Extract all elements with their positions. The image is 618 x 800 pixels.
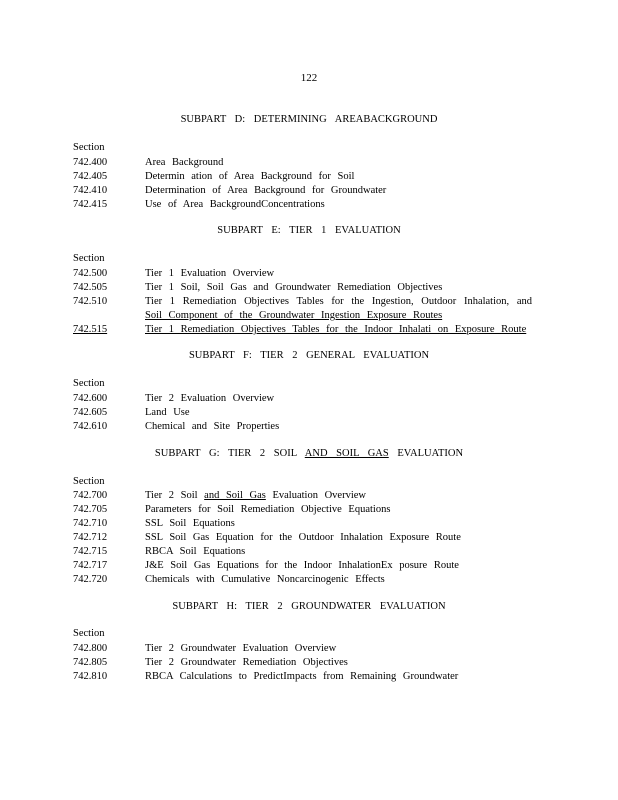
section-label: Section <box>73 253 105 264</box>
section-number: 742.415 <box>73 199 108 210</box>
section-label: Section <box>73 476 105 487</box>
title-part: Tier 2 Soil <box>145 490 205 501</box>
subpart-h-heading: SUBPART H: TIER 2 GROUNDWATER EVALUATION <box>172 601 446 612</box>
section-title: Tier 1 Remediation Objectives Tables for the Ingestion, Outdoor Inhalation, and <box>145 296 532 307</box>
section-label: Section <box>73 628 105 639</box>
section-number: 742.505 <box>73 282 108 293</box>
section-title: J&E Soil Gas Equations for the Indoor InhalationEx posure Route <box>145 560 459 571</box>
section-title: RBCA Soil Equations <box>145 546 246 557</box>
section-title: Tier 2 Groundwater Evaluation Overview <box>145 643 337 654</box>
section-number: 742.717 <box>73 560 108 571</box>
section-title: Tier 1 Soil, Soil Gas and Groundwater Remediation Objectives <box>145 282 443 293</box>
section-title: Tier 1 Remediation Objectives Tables for the Indoor Inhalati on Exposure Route <box>145 324 527 335</box>
section-number: 742.700 <box>73 490 108 501</box>
section-number: 742.800 <box>73 643 108 654</box>
section-number: 742.710 <box>73 518 108 529</box>
section-title: Determination of Area Background for Groundwater <box>145 185 387 196</box>
section-number: 742.605 <box>73 407 108 418</box>
heading-part: EVALUATION <box>388 448 464 459</box>
section-title: Tier 2 Evaluation Overview <box>145 393 275 404</box>
section-number: 742.715 <box>73 546 108 557</box>
section-number: 742.720 <box>73 574 108 585</box>
section-title: Land Use <box>145 407 190 418</box>
section-label: Section <box>73 378 105 389</box>
subpart-f-heading: SUBPART F: TIER 2 GENERAL EVALUATION <box>188 350 430 361</box>
section-number: 742.510 <box>73 296 108 307</box>
page-number: 122 <box>300 72 318 84</box>
section-title: Use of Area BackgroundConcentrations <box>145 199 325 210</box>
section-title: Tier 1 Evaluation Overview <box>145 268 275 279</box>
section-number: 742.405 <box>73 171 108 182</box>
heading-part-underlined: AND SOIL GAS <box>304 448 389 459</box>
section-title-line2: Soil Component of the Groundwater Ingestion Exposure Routes <box>145 310 443 321</box>
subpart-d-heading: SUBPART D: DETERMINING AREABACKGROUND <box>180 114 438 125</box>
section-label: Section <box>73 142 105 153</box>
section-title: SSL Soil Equations <box>145 518 235 529</box>
section-title: Determin ation of Area Background for Soil <box>145 171 355 182</box>
section-number: 742.805 <box>73 657 108 668</box>
section-number: 742.810 <box>73 671 108 682</box>
section-number: 742.515 <box>73 324 108 335</box>
section-title: RBCA Calculations to PredictImpacts from Remaining Groundwater <box>145 671 459 682</box>
section-title: Area Background <box>145 157 224 168</box>
subpart-e-heading: SUBPART E: TIER 1 EVALUATION <box>217 225 401 236</box>
section-number: 742.610 <box>73 421 108 432</box>
section-title <box>145 489 532 503</box>
title-part-underlined: and Soil Gas <box>204 490 266 501</box>
title-part: Evaluation Overview <box>265 490 366 501</box>
section-title: SSL Soil Gas Equation for the Outdoor Inhalation Exposure Route <box>145 532 461 543</box>
section-number: 742.705 <box>73 504 108 515</box>
section-number: 742.400 <box>73 157 108 168</box>
section-title: Parameters for Soil Remediation Objective Equations <box>145 504 391 515</box>
heading-part: SUBPART G: TIER 2 SOIL <box>154 448 305 459</box>
subpart-g-heading <box>0 448 618 459</box>
section-number: 742.600 <box>73 393 108 404</box>
section-title: Tier 2 Groundwater Remediation Objectives <box>145 657 348 668</box>
section-number: 742.500 <box>73 268 108 279</box>
section-number: 742.410 <box>73 185 108 196</box>
section-title: Chemicals with Cumulative Noncarcinogenic Effects <box>145 574 385 585</box>
section-title: Chemical and Site Properties <box>145 421 280 432</box>
section-number: 742.712 <box>73 532 108 543</box>
